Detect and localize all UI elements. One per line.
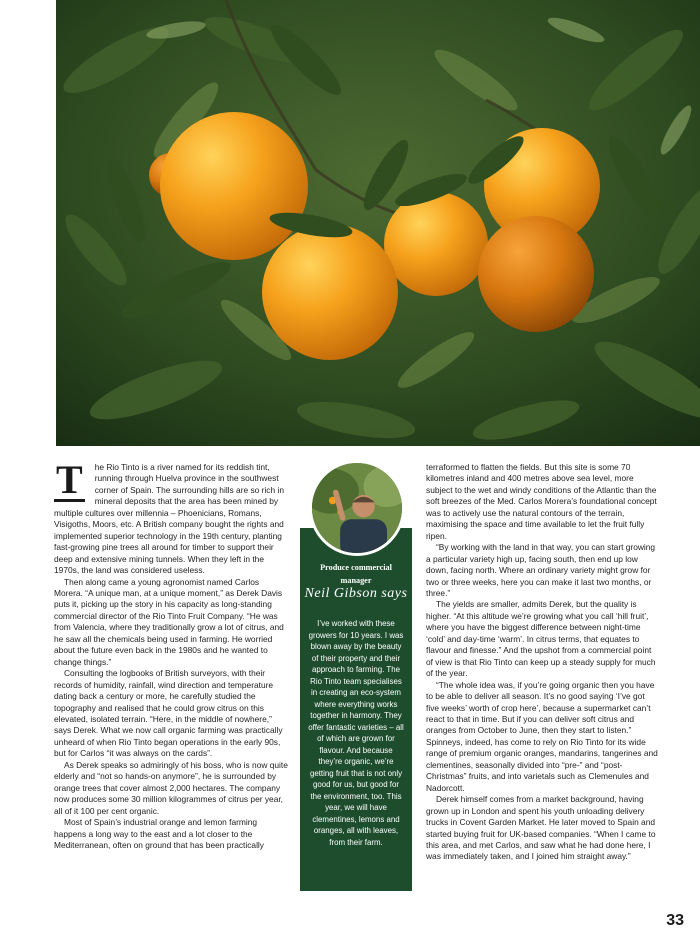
article-paragraph: Then along came a young agronomist named Carlos Morera. “A unique man, at a unique moment,” as Derek Davis puts it, picking up the story in his capacity as long-standing commercial director of the Rio Tinto Fruit Company. “He was from Valencia, where they traditionally grow a lot of citrus, and he saw all the chemicals being used in farming. He worried about the future even back in the 1980s and he wanted to change things.”: [54, 576, 284, 667]
neil-gibson-avatar: [309, 460, 405, 556]
sidebar-name: Neil Gibson says: [304, 586, 408, 601]
page-number: 33: [666, 912, 684, 929]
article-column-right: [426, 462, 658, 863]
article-paragraph: “By working with the land in that way, you can start growing a particular variety high up, facing south, then end up low down, facing north. Where an ordinary variety might grow for two or three weeks, here you can make it last two months, or three.”: [426, 542, 656, 598]
article-paragraph: he Rio Tinto is a river named for its reddish tint, running through Huelva province in the southwest corner of Spain. The surrounding hills are so rich in mineral deposits that the area has been mined by multiple cultures over millennia – Phoenicians, Romans, Visigoths, Moors, etc. A British company bought the rights and implemented superior technology in the 19th century, planting fast-growing pine trees all around for timber to support their deep and extensive mining tunnels. When they left in the 1970s, the land was considered useless.: [54, 462, 284, 576]
article-column-left: [54, 457, 290, 851]
article-paragraph: “The whole idea was, if you’re going organic then you have to be able to deliver all season. It’s no good saying ‘I’ve got five weeks’ worth of crop here’, because a supermarket can’t react to that in time. But if you can deliver soft citrus and oranges from October to June, then they start to listen.” Spinneys, indeed, has come to rely on Rio Tinto for its wide range of premium organic oranges, mandarins, tangerines and clementines, seasonally divided into “pre-” and “post-Christmas” fruits, and into varietals such as Clemenules and Nadorcott.: [426, 679, 658, 793]
article-paragraph: Derek himself comes from a market background, having grown up in London and spent his youth unloading delivery trucks in Covent Garden Market. He later moved to Spain and started buying fruit for UK-based companies. “When I came to this area, and met Carlos, and saw what he had done here, I was immediately taken, and I joined him straight away.”: [426, 794, 656, 862]
portrait-illustration: [312, 463, 402, 553]
article-paragraph: As Derek speaks so admiringly of his boss, who is now quite elderly and “not so hands-on anymore”, he is surrounded by orange trees that cover almost 2,000 hectares. The company now produces some 30 million kilogrammes of citrus per year, all of it 100 per cent organic.: [54, 759, 288, 816]
drop-cap: T: [56, 457, 83, 502]
article-paragraph: terraformed to flatten the fields. But this site is some 70 kilometres inland and 400 metres above sea level, more subject to the wet and windy conditions of the Atlantic than the soft breezes of the Med. Carlos Morera’s foundational concept was to actively use the natural contours of the terrain, maximising the space and time available to let the fruit fully ripen.: [426, 462, 657, 541]
first-paragraph-block: [54, 457, 290, 577]
sidebar-role: [300, 561, 412, 587]
orange-tree-illustration: [56, 0, 700, 446]
hero-photo: [56, 0, 700, 446]
quote-sidebar: [300, 528, 412, 891]
article-paragraph: Consulting the logbooks of British surveyors, with their records of humidity, rainfall, wind direction and temperature dating back a century or more, he carefully studied the topography and realised that he could grow citrus on this elevated, isolated terrain. “Here, in the middle of nowhere,” says Derek. What we now call organic farming was practically unheard of when Rio Tinto began operations in the early 90s, but for Carlos “it was always on the cards”.: [54, 668, 283, 759]
article-paragraph: The yields are smaller, admits Derek, but the quality is higher. “At this altitude we’re growing what you call ‘hill fruit’, where you have the biggest difference between night-time ‘cold’ and day-time ‘warm’. In citrus terms, that equates to flavour and finesse.” And the upshot from a commercial point of view is that Rio Tinto can keep up a steady supply for much of the year.: [426, 599, 656, 679]
sidebar-quote: I’ve worked with these growers for 10 years. I was blown away by the beauty of their property and their approach to farming. The Rio Tinto team specialises in creating an eco-system where everything works together in harmony. They offer fantastic varieties – all of which are grown for flavour. And because they’re organic, we’re getting fruit that is not only good for us, but good for the environment, too. This year, we will have clementines, lemons and oranges, all with leaves, from their farm.: [308, 619, 404, 847]
sidebar-role-line2: manager: [340, 576, 372, 585]
article-paragraph: Most of Spain’s industrial orange and lemon farming happens a long way to the east and a lot closer to the Mediterranean, often on ground that has been practically: [54, 817, 264, 850]
sidebar-role-line1: Produce commercial: [320, 563, 392, 572]
